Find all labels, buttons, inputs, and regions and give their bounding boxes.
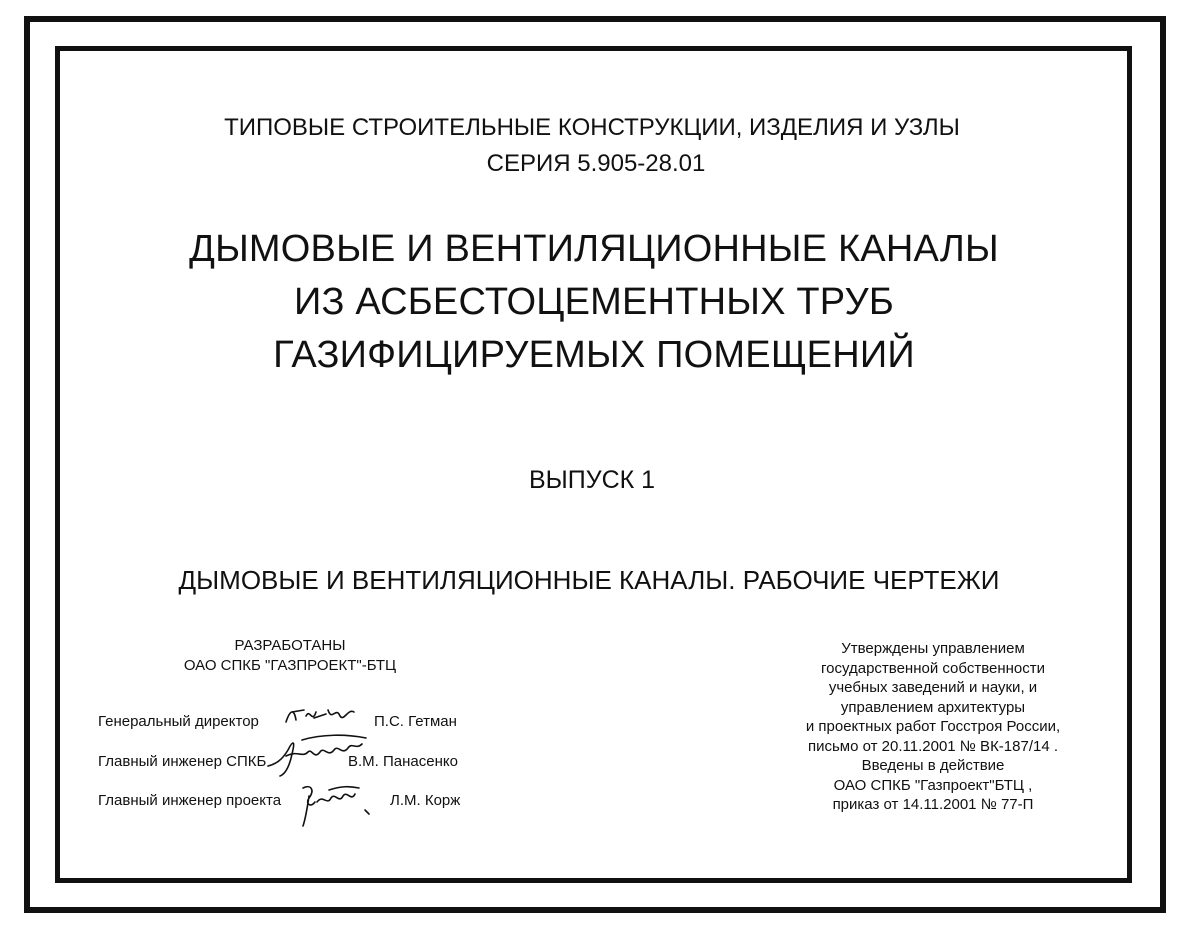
signature-chief-project-engineer [293,780,379,830]
signatory-role: Генеральный директор [98,713,259,730]
signatory-role: Главный инженер проекта [98,792,282,809]
approval-line: учебных заведений и науки, и [828,679,1038,696]
approval-line: ОАО СПКБ "Газпроект"БТЦ , [833,776,1033,794]
approval-line: и проектных работ Госстроя России, [805,718,1061,735]
signatory-role: Главный инженер СПКБ [98,753,267,770]
approval-line: письмо от 20.11.2001 № ВК-187/14 . [807,737,1059,755]
document-title-line-2: ИЗ АСБЕСТОЦЕМЕНТНЫХ ТРУБ [294,281,894,323]
signature-chief-engineer [262,730,374,782]
series-title: ТИПОВЫЕ СТРОИТЕЛЬНЫЕ КОНСТРУКЦИИ, ИЗДЕЛИЯ И УЗЛЫ [224,114,960,141]
approval-line: государственной собственности [821,659,1045,677]
signatory-name: П.С. Гетман [374,713,457,730]
developer-block [150,636,430,676]
approval-block [788,639,1078,815]
developer-organization: ОАО СПКБ "ГАЗПРОЕКТ"-БТЦ [183,657,397,674]
series-number: СЕРИЯ 5.905-28.01 [486,150,706,177]
document-subtitle: ДЫМОВЫЕ И ВЕНТИЛЯЦИОННЫЕ КАНАЛЫ. РАБОЧИЕ ЧЕРТЕЖИ [178,565,1000,595]
document-title-line-3: ГАЗИФИЦИРУЕМЫХ ПОМЕЩЕНИЙ [273,334,915,376]
approval-line: Утверждены управлением [841,640,1025,657]
signature-general-director [282,702,360,730]
signatory-name: Л.М. Корж [390,792,461,809]
approval-line: приказ от 14.11.2001 № 77-П [832,796,1034,813]
approval-line: управлением архитектуры [840,698,1026,716]
signatory-name: В.М. Панасенко [348,753,458,770]
developer-label: РАЗРАБОТАНЫ [234,637,346,654]
approval-line: Введены в действие [861,757,1005,774]
document-title-line-1: ДЫМОВЫЕ И ВЕНТИЛЯЦИОННЫЕ КАНАЛЫ [189,228,999,270]
issue-number: ВЫПУСК 1 [528,466,656,494]
